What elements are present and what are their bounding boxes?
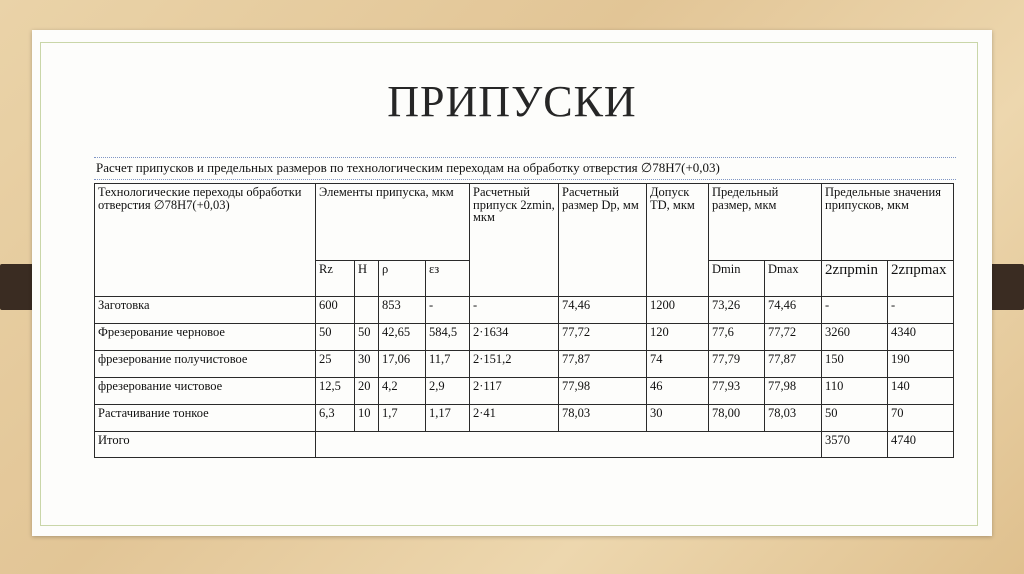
header-transitions: Технологические переходы обработки отверстия ∅78H7(+0,03) (95, 184, 316, 297)
cell-dp: 77,98 (559, 378, 647, 405)
cell-zmin: - (822, 297, 888, 324)
cell-rho: 42,65 (379, 324, 426, 351)
table-row (95, 297, 954, 324)
cell-rho: 853 (379, 297, 426, 324)
cell-zmax: 70 (888, 405, 954, 432)
allowance-table (94, 183, 954, 458)
cell-h: 50 (355, 324, 379, 351)
cell-name: Заготовка (95, 297, 316, 324)
cell-rz: 25 (316, 351, 355, 378)
cell-dmin: 73,26 (709, 297, 765, 324)
cell-td: 74 (647, 351, 709, 378)
cell-rho: 17,06 (379, 351, 426, 378)
cell-dmax: 77,87 (765, 351, 822, 378)
cell-eps: 11,7 (426, 351, 470, 378)
cell-rz: 12,5 (316, 378, 355, 405)
header-z-max: 2zпрmax (888, 261, 954, 297)
cell-h (355, 297, 379, 324)
header-dmin: Dmin (709, 261, 765, 297)
cell-dmin: 77,93 (709, 378, 765, 405)
cell-name: фрезерование получистовое (95, 351, 316, 378)
slide (32, 30, 992, 536)
cell-td: 46 (647, 378, 709, 405)
table-row (95, 324, 954, 351)
header-limit-allowance: Предельные значения припусков, мкм (822, 184, 954, 261)
cell-dmax: 78,03 (765, 405, 822, 432)
header-row-1 (95, 184, 954, 261)
cell-dp: 74,46 (559, 297, 647, 324)
header-limit-size: Предельный размер, мкм (709, 184, 822, 261)
header-eps: εз (426, 261, 470, 297)
cell-name: Растачивание тонкое (95, 405, 316, 432)
cell-zmax: 140 (888, 378, 954, 405)
cell-eps: 2,9 (426, 378, 470, 405)
cell-allow: 2·117 (470, 378, 559, 405)
header-calc-allowance: Расчетный припуск 2zmin, мкм (470, 184, 559, 297)
cell-dp: 78,03 (559, 405, 647, 432)
cell-allow: 2·1634 (470, 324, 559, 351)
cell-dmax: 74,46 (765, 297, 822, 324)
cell-name: фрезерование чистовое (95, 378, 316, 405)
cell-h: 10 (355, 405, 379, 432)
cell-zmax: 4340 (888, 324, 954, 351)
cell-allow: 2·41 (470, 405, 559, 432)
cell-dp: 77,72 (559, 324, 647, 351)
cell-td: 120 (647, 324, 709, 351)
table-row (95, 351, 954, 378)
cell-rz: 6,3 (316, 405, 355, 432)
cell-allow: - (470, 297, 559, 324)
cell-rz: 600 (316, 297, 355, 324)
cell-td: 1200 (647, 297, 709, 324)
header-rho: ρ (379, 261, 426, 297)
header-dmax: Dmax (765, 261, 822, 297)
cell-eps: 1,17 (426, 405, 470, 432)
cell-eps: 584,5 (426, 324, 470, 351)
table-caption: Расчет припусков и предельных размеров по технологическим переходам на обработку отверстия ∅78H7(+0,03) (94, 157, 956, 180)
cell-dmax: 77,72 (765, 324, 822, 351)
cell-h: 30 (355, 351, 379, 378)
table-row (95, 378, 954, 405)
header-rz: Rz (316, 261, 355, 297)
header-z-min: 2zпрmin (822, 261, 888, 297)
cell-eps: - (426, 297, 470, 324)
cell-dmin: 77,6 (709, 324, 765, 351)
cell-allow: 2·151,2 (470, 351, 559, 378)
slide-title: ПРИПУСКИ (387, 77, 637, 126)
total-row (95, 432, 954, 458)
header-calc-size: Расчетный размер Dp, мм (559, 184, 647, 297)
total-zmax: 4740 (888, 432, 954, 458)
cell-rho: 4,2 (379, 378, 426, 405)
cell-zmax: - (888, 297, 954, 324)
cell-td: 30 (647, 405, 709, 432)
cell-zmin: 50 (822, 405, 888, 432)
cell-zmin: 110 (822, 378, 888, 405)
table-row (95, 405, 954, 432)
total-zmin: 3570 (822, 432, 888, 458)
total-empty (316, 432, 822, 458)
cell-dp: 77,87 (559, 351, 647, 378)
cell-dmax: 77,98 (765, 378, 822, 405)
cell-h: 20 (355, 378, 379, 405)
cell-dmin: 78,00 (709, 405, 765, 432)
header-tolerance: Допуск TD, мкм (647, 184, 709, 297)
cell-rho: 1,7 (379, 405, 426, 432)
cell-dmin: 77,79 (709, 351, 765, 378)
cell-rz: 50 (316, 324, 355, 351)
cell-name: Фрезерование черновое (95, 324, 316, 351)
cell-zmin: 150 (822, 351, 888, 378)
total-label: Итого (95, 432, 316, 458)
cell-zmax: 190 (888, 351, 954, 378)
header-h: H (355, 261, 379, 297)
header-elements: Элементы припуска, мкм (316, 184, 470, 261)
cell-zmin: 3260 (822, 324, 888, 351)
